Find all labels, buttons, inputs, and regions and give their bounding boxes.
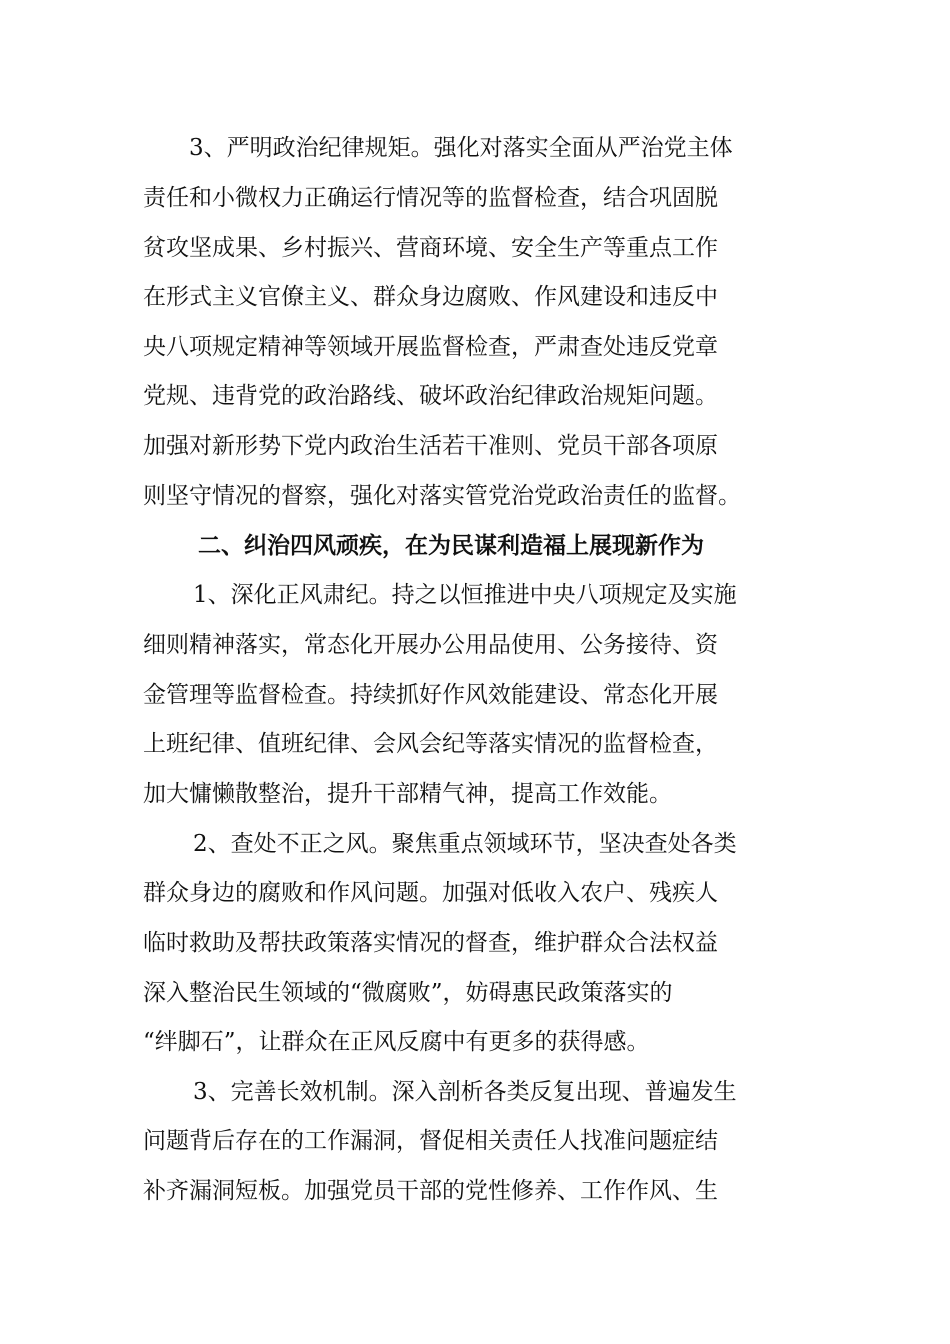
text-line: 2、查处不正之风。聚焦重点领域环节，坚决查处各类 bbox=[193, 831, 737, 857]
text-line: 加大慵懒散整治，提升干部精气神，提高工作效能。 bbox=[143, 781, 672, 807]
text-line: 问题背后存在的工作漏洞，督促相关责任人找准问题症结 bbox=[143, 1128, 718, 1154]
text-line: 在形式主义官僚主义、群众身边腐败、作风建设和违反中 bbox=[143, 284, 718, 310]
text-line: 加强对新形势下党内政治生活若干准则、党员干部各项原 bbox=[143, 433, 718, 459]
text-line: 深入整治民生领域的“微腐败”，妨碍惠民政策落实的 bbox=[143, 980, 673, 1006]
text-line: 细则精神落实，常态化开展办公用品使用、公务接待、资 bbox=[143, 632, 718, 658]
text-line: 金管理等监督检查。持续抓好作风效能建设、常态化开展 bbox=[143, 682, 718, 708]
text-line: 补齐漏洞短板。加强党员干部的党性修养、工作作风、生 bbox=[143, 1178, 718, 1204]
text-line: 责任和小微权力正确运行情况等的监督检查，结合巩固脱 bbox=[143, 185, 718, 211]
text-line: 央八项规定精神等领域开展监督检查，严肃查处违反党章 bbox=[143, 334, 718, 360]
text-line: “绊脚石”，让群众在正风反腐中有更多的获得感。 bbox=[143, 1029, 650, 1055]
text-line: 则坚守情况的督察，强化对落实管党治党政治责任的监督。 bbox=[143, 483, 741, 509]
text-line: 临时救助及帮扶政策落实情况的督查，维护群众合法权益 bbox=[143, 930, 718, 956]
text-line: 3、严明政治纪律规矩。强化对落实全面从严治党主体 bbox=[189, 135, 733, 161]
text-line: 1、深化正风肃纪。持之以恒推进中央八项规定及实施 bbox=[193, 582, 737, 608]
text-line: 3、完善长效机制。深入剖析各类反复出现、普遍发生 bbox=[193, 1079, 737, 1105]
section-heading: 二、纠治四风顽疾，在为民谋利造福上展现新作为 bbox=[198, 533, 704, 559]
text-line: 上班纪律、值班纪律、会风会纪等落实情况的监督检查， bbox=[143, 731, 718, 757]
text-line: 党规、违背党的政治路线、破坏政治纪律政治规矩问题。 bbox=[143, 383, 718, 409]
text-line: 群众身边的腐败和作风问题。加强对低收入农户、残疾人 bbox=[143, 880, 718, 906]
text-line: 贫攻坚成果、乡村振兴、营商环境、安全生产等重点工作 bbox=[143, 235, 718, 261]
